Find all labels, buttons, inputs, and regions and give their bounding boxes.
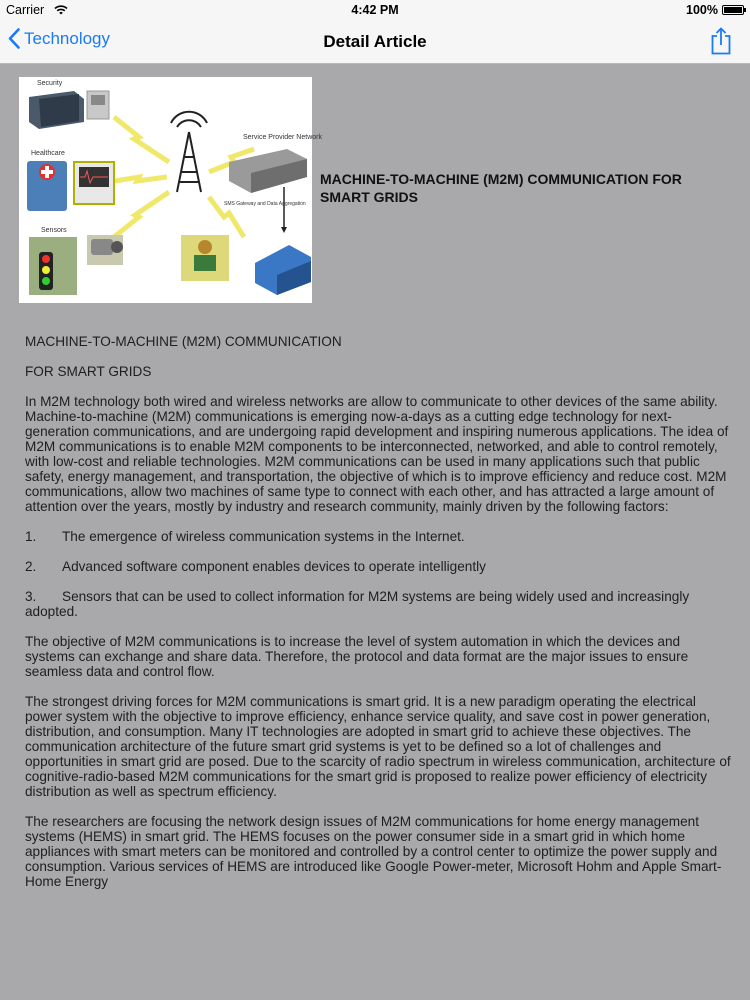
list-item bbox=[25, 559, 733, 574]
list-item-number: 3. bbox=[25, 589, 37, 604]
article-body bbox=[25, 334, 733, 937]
carrier-text: Carrier bbox=[6, 3, 45, 17]
article-heading-2: FOR SMART GRIDS bbox=[25, 364, 152, 379]
battery-icon bbox=[722, 5, 744, 15]
share-icon bbox=[710, 27, 732, 55]
status-bar bbox=[0, 0, 750, 20]
list-item bbox=[25, 589, 733, 619]
battery-fill bbox=[724, 7, 742, 13]
label-gateway: SMS Gateway and Data Aggregation bbox=[224, 201, 306, 207]
article-heading-1: MACHINE-TO-MACHINE (M2M) COMMUNICATION bbox=[25, 334, 342, 349]
article-paragraph-2: The objective of M2M communications is to increase the level of system automation in which the devices and systems can exchange and share data. Therefore, the protocol and data format are the major issues to ensure seamless data and control flow. bbox=[25, 634, 689, 679]
page-title: Detail Article bbox=[323, 32, 427, 51]
clock: 4:42 PM bbox=[351, 3, 399, 17]
hero-title: MACHINE-TO-MACHINE (M2M) COMMUNICATION FOR SMART GRIDS bbox=[320, 171, 682, 205]
label-sensors: Sensors bbox=[41, 227, 67, 234]
label-healthcare: Healthcare bbox=[31, 150, 65, 157]
article-paragraph-1: In M2M technology both wired and wireless networks are allow to communicate to other devices of the same ability. Machine-to-machine (M2M) communications is emerging now-a-days as a cutting edge technology for next-generation communications, and are undergoing rapid development and inspiring numerous applications. The idea of M2M communications is to enable M2M components to be interconnected, networked, and able to control remotely, with low-cost and reliable technologies. M2M communications can be used in many applications such that public safety, energy management, and transportation, the objective of which is to improve efficiency and reduce cost. M2M communications, allow two machines of same type to connect with each other, and has attracted a large amount of attention over the years, mostly by industry and research community, mainly driven by the following factors: bbox=[25, 394, 729, 514]
list-item bbox=[25, 529, 733, 544]
list-item-number: 2. bbox=[25, 559, 37, 574]
label-provider: Service Provider Network bbox=[243, 134, 322, 141]
navigation-bar bbox=[0, 20, 750, 64]
list-item-text: Advanced software component enables devices to operate intelligently bbox=[62, 559, 486, 574]
battery-percent: 100% bbox=[686, 3, 718, 17]
share-button[interactable] bbox=[710, 27, 732, 60]
list-item-text: The emergence of wireless communication systems in the Internet. bbox=[62, 529, 465, 544]
article-content bbox=[0, 64, 750, 1000]
m2m-network-diagram-icon bbox=[19, 77, 322, 303]
article-image bbox=[19, 77, 322, 303]
list-item-text: Sensors that can be used to collect information for M2M systems are being widely used and increasingly adopted. bbox=[25, 589, 690, 619]
article-paragraph-3: The strongest driving forces for M2M communications is smart grid. It is a new paradigm operating the electrical power system with the objective to improve efficiency, enhance service quality, and save cost in power generation, distribution, and consumption. Many IT technologies are adopted in smart grid to achieve these objectives. The communication architecture of the future smart grid systems is yet to be defined so a lot of challenges and opportunities in smart grid are posed. Due to the scarcity of radio spectrum in wireless communication, architecture of cognitive-radio-based M2M communications for the smart grid is proposed to realize power efficiency of electricity distribution as well as spectrum efficiency. bbox=[25, 694, 731, 799]
list-item-number: 1. bbox=[25, 529, 37, 544]
back-label: Technology bbox=[24, 28, 111, 48]
battery-indicator bbox=[686, 3, 744, 17]
article-paragraph-4: The researchers are focusing the network design issues of M2M communications for home energy management systems (HEMS) in smart grid. The HEMS focuses on the power consumer side in a smart grid in which home appliances with smart meters can be monitored and controlled by a control center to optimize the power supply and consumption. Various services of HEMS are introduced like Google Power-meter, Microsoft Hohm and Apple Smart-Home Energy bbox=[25, 814, 722, 889]
label-security: Security bbox=[37, 80, 63, 87]
